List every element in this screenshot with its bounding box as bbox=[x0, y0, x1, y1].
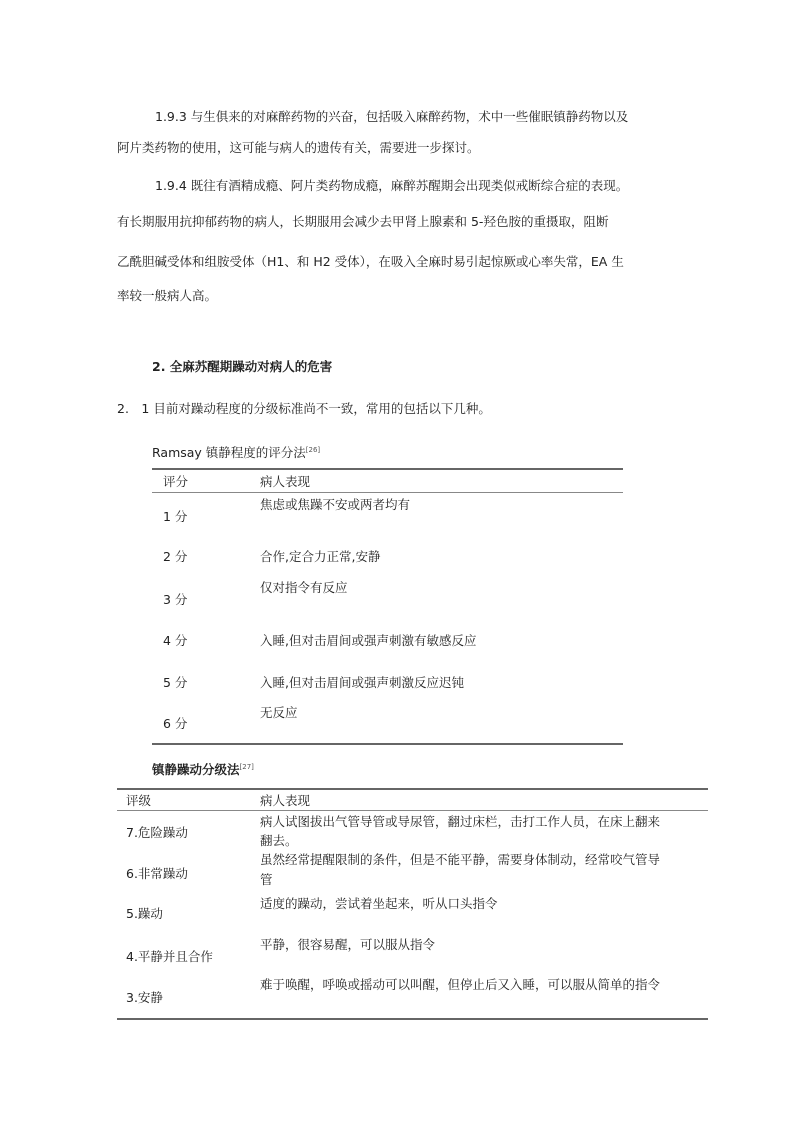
table2-desc: 虽然经常提醒限制的条件，但是不能平静，需要身体制动，经常咬气管导 bbox=[260, 852, 661, 867]
table2-grade: 4.平静并且合作 bbox=[126, 949, 213, 964]
table2-bottom-rule bbox=[117, 1018, 708, 1020]
table1-desc: 焦虑或焦躁不安或两者均有 bbox=[260, 497, 411, 512]
table1-score: 6 分 bbox=[163, 716, 188, 731]
table1-desc: 入睡,但对击眉间或强声刺激反应迟钝 bbox=[260, 675, 464, 690]
table1-header-score: 评分 bbox=[163, 474, 189, 489]
table2-header-desc: 病人表现 bbox=[260, 793, 311, 808]
paragraph-line: 1.9.3 与生俱来的对麻醉药物的兴奋，包括吸入麻醉药物，术中一些催眠镇静药物以及 bbox=[155, 109, 629, 124]
table2-title-text: 镇静躁动分级法 bbox=[152, 762, 240, 778]
table2-grade: 5.躁动 bbox=[126, 906, 163, 921]
paragraph-line: 1.9.4 既往有酒精成瘾、阿片类药物成瘾，麻醉苏醒期会出现类似戒断综合症的表现。 bbox=[155, 178, 629, 193]
table1-score: 5 分 bbox=[163, 675, 188, 690]
table2-grade: 6.非常躁动 bbox=[126, 866, 188, 881]
table1-score: 2 分 bbox=[163, 549, 188, 564]
section-intro: 2. 1 目前对躁动程度的分级标准尚不一致，常用的包括以下几种。 bbox=[117, 401, 491, 416]
table1-bottom-rule bbox=[152, 743, 623, 745]
table1-score: 1 分 bbox=[163, 509, 188, 524]
table1-score: 4 分 bbox=[163, 633, 188, 648]
table2-desc: 平静，很容易醒，可以服从指令 bbox=[260, 937, 436, 952]
table1-score: 3 分 bbox=[163, 592, 188, 607]
table2-desc-cont: 管 bbox=[260, 872, 273, 887]
table1-top-rule bbox=[152, 468, 623, 470]
table2-header-grade: 评级 bbox=[126, 793, 152, 808]
paragraph-line: 阿片类药物的使用，这可能与病人的遗传有关，需要进一步探讨。 bbox=[117, 140, 480, 155]
table2-top-rule bbox=[117, 788, 708, 790]
table2-desc: 病人试图拔出气管导管或导尿管，翻过床栏，击打工作人员，在床上翻来 bbox=[260, 814, 661, 829]
table2-ref: [27] bbox=[239, 763, 254, 771]
table2-desc: 适度的躁动，尝试着坐起来，听从口头指令 bbox=[260, 896, 498, 911]
table2-header-rule bbox=[117, 810, 708, 811]
table1-desc: 入睡,但对击眉间或强声刺激有敏感反应 bbox=[260, 633, 477, 648]
table2-desc: 难于唤醒，呼唤或摇动可以叫醒，但停止后又入睡，可以服从简单的指令 bbox=[260, 977, 661, 992]
paragraph-line: 乙酰胆碱受体和组胺受体（H1、和 H2 受体），在吸入全麻时易引起惊厥或心率失常，EA 生 bbox=[117, 254, 624, 269]
section-heading: 2. 全麻苏醒期躁动对病人的危害 bbox=[152, 359, 333, 374]
table1-header-desc: 病人表现 bbox=[260, 474, 311, 489]
table1-title-text: Ramsay 镇静程度的评分法 bbox=[152, 445, 306, 461]
paragraph-line: 率较一般病人高。 bbox=[117, 288, 218, 303]
table1-ref: [26] bbox=[305, 446, 321, 454]
table1-title bbox=[152, 442, 320, 461]
table1-desc: 无反应 bbox=[260, 705, 298, 720]
paragraph-line: 有长期服用抗抑郁药物的病人，长期服用会减少去甲肾上腺素和 5-羟色胺的重摄取，阻断 bbox=[117, 214, 609, 229]
table1-desc: 合作,定合力正常,安静 bbox=[260, 549, 381, 564]
table2-title bbox=[152, 759, 254, 778]
table2-grade: 3.安静 bbox=[126, 990, 163, 1005]
table1-desc: 仅对指令有反应 bbox=[260, 580, 348, 595]
table2-grade: 7.危险躁动 bbox=[126, 825, 188, 840]
table2-desc-cont: 翻去。 bbox=[260, 833, 298, 848]
table1-header-rule bbox=[152, 492, 623, 493]
